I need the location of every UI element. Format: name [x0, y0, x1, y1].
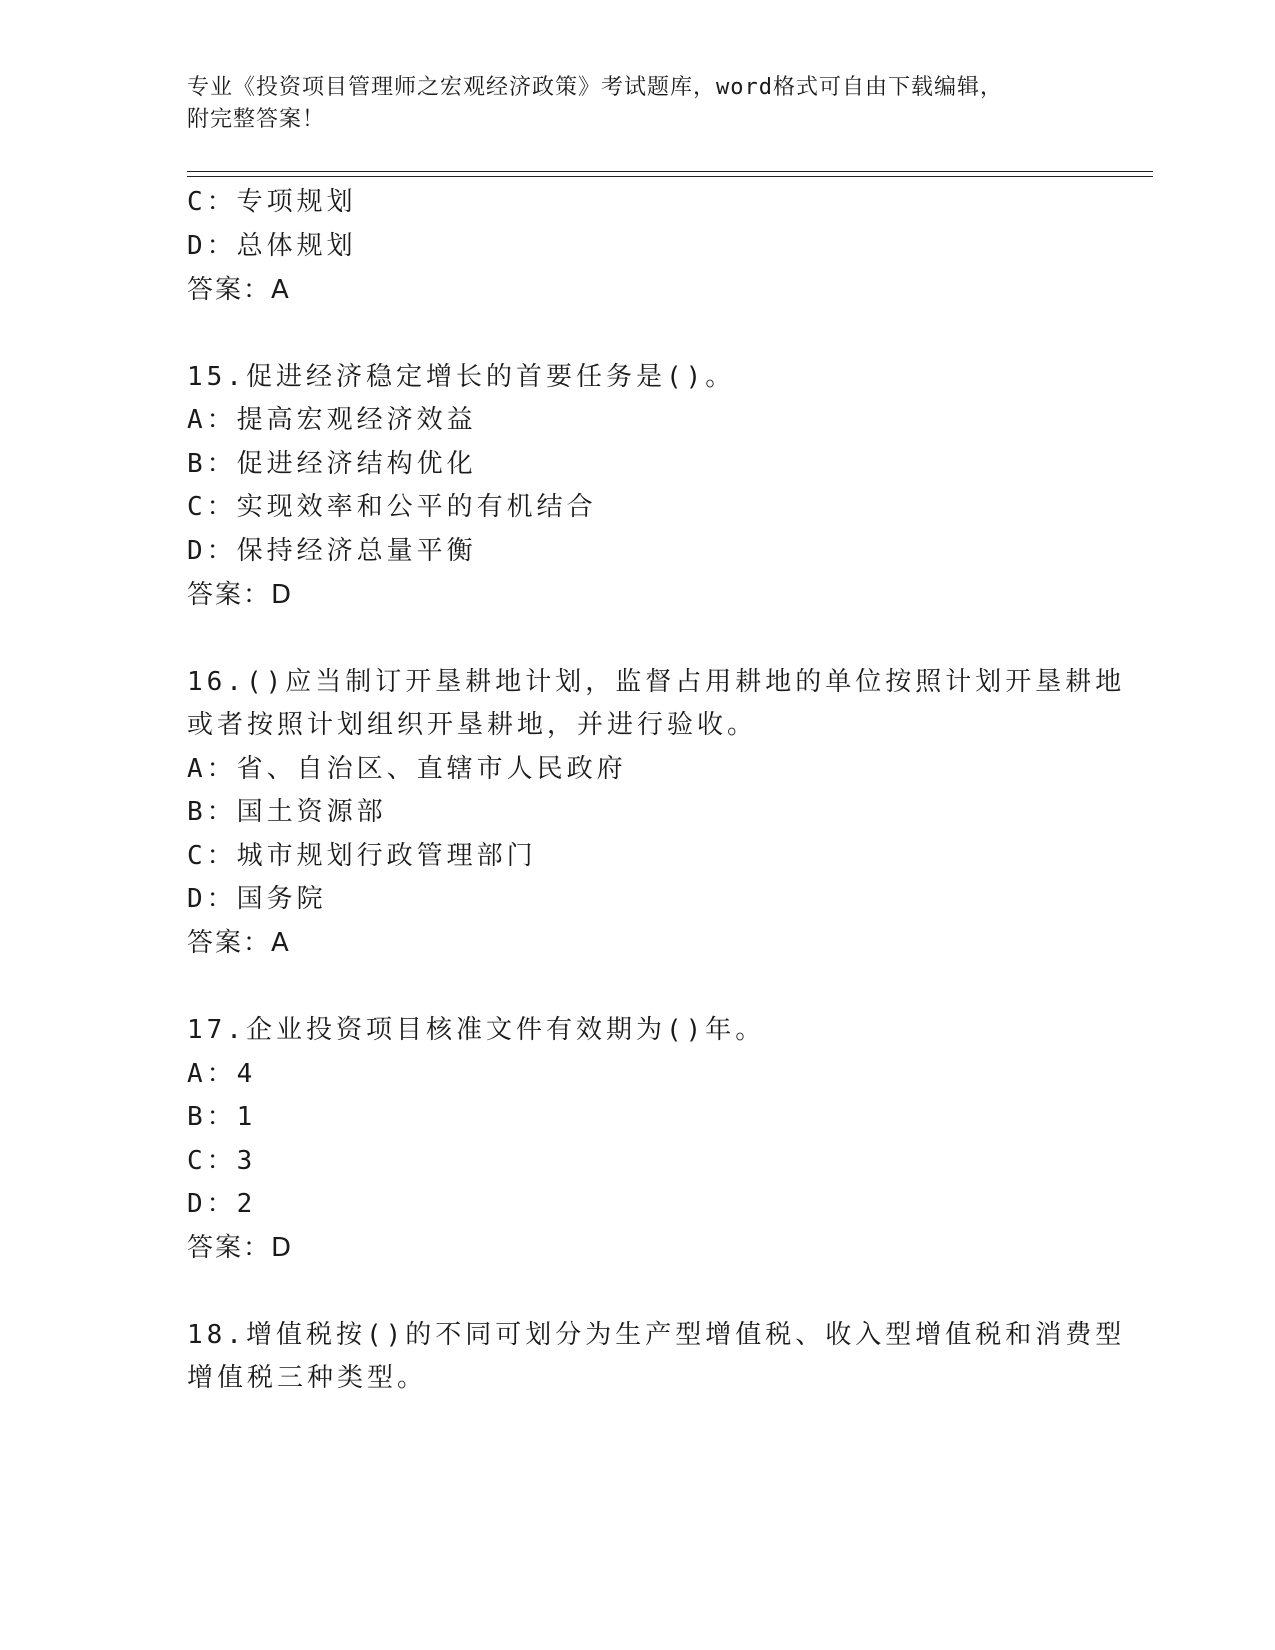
answer-line: 答案：A [187, 928, 291, 958]
question-stem-continued: 或者按照计划组织开垦耕地，并进行验收。 [187, 710, 758, 740]
option-d: D：国务院 [187, 884, 327, 914]
question-stem: 15.促进经济稳定增长的首要任务是()。 [187, 362, 736, 392]
header-title-line-2: 附完整答案！ [187, 107, 326, 132]
option-d: D：保持经济总量平衡 [187, 536, 477, 566]
question-stem: 16.()应当制订开垦耕地计划，监督占用耕地的单位按照计划开垦耕地 [187, 667, 1126, 697]
question-stem: 18.增值税按()的不同可划分为生产型增值税、收入型增值税和消费型 [187, 1320, 1126, 1350]
option-c: C：3 [187, 1146, 257, 1176]
option-b: B：国土资源部 [187, 797, 387, 827]
header-rule-bottom [187, 176, 1153, 177]
option-a: A：提高宏观经济效益 [187, 405, 477, 435]
option-d: D：2 [187, 1189, 257, 1219]
option-c: C：专项规划 [187, 187, 357, 217]
answer-line: 答案：A [187, 275, 291, 305]
header-title-line-1: 专业《投资项目管理师之宏观经济政策》考试题库，word格式可自由下载编辑， [187, 75, 1003, 100]
question-stem-continued: 增值税三种类型。 [187, 1363, 428, 1393]
answer-line: 答案：D [187, 1233, 294, 1263]
header-rule-top [187, 171, 1153, 172]
option-a: A：省、自治区、直辖市人民政府 [187, 754, 627, 784]
question-stem: 17.企业投资项目核准文件有效期为()年。 [187, 1015, 766, 1045]
option-b: B：促进经济结构优化 [187, 449, 477, 479]
option-d: D：总体规划 [187, 231, 357, 261]
option-b: B：1 [187, 1102, 257, 1132]
answer-line: 答案：D [187, 580, 294, 610]
option-c: C：实现效率和公平的有机结合 [187, 492, 597, 522]
option-c: C：城市规划行政管理部门 [187, 841, 537, 871]
option-a: A：4 [187, 1059, 257, 1089]
